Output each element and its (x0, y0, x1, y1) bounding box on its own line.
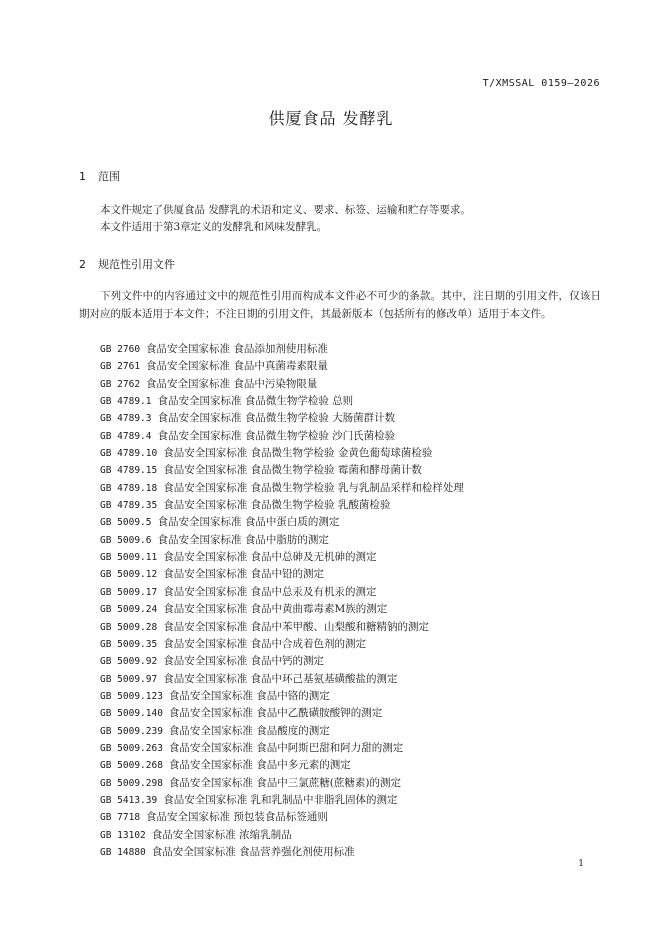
reference-item (100, 844, 464, 861)
reference-item (100, 549, 464, 566)
reference-title: 食品安全国家标准 食品中总砷及无机砷的测定 (163, 551, 377, 564)
reference-title: 食品安全国家标准 食品中真菌毒素限量 (146, 360, 328, 373)
reference-code: GB 5009.298 (100, 777, 163, 789)
reference-title: 食品安全国家标准 食品微生物学检验 乳酸菌检验 (163, 499, 391, 512)
section-1-heading (79, 168, 120, 184)
reference-title: 食品安全国家标准 食品微生物学检验 总则 (157, 395, 354, 408)
reference-title: 食品安全国家标准 食品中黄曲霉毒素M族的测定 (163, 603, 388, 616)
reference-title: 食品安全国家标准 食品微生物学检验 乳与乳制品采样和检样处理 (163, 481, 464, 494)
reference-code: GB 5009.268 (100, 760, 163, 772)
reference-title: 食品安全国家标准 食品酸度的测定 (168, 724, 330, 737)
reference-code: GB 5009.35 (100, 638, 158, 650)
section-2-number: 2 (79, 258, 86, 271)
document-code: T/XMSSAL 0159—2026 (482, 78, 600, 89)
reference-item (100, 827, 464, 844)
reference-item (100, 445, 464, 462)
document-title: 供厦食品 发酵乳 (268, 109, 394, 128)
reference-title: 食品安全国家标准 食品营养强化剂使用标准 (151, 845, 355, 858)
reference-title: 食品安全国家标准 食品中钙的测定 (163, 655, 325, 668)
section-1-title: 范围 (98, 170, 120, 183)
reference-code: GB 14880 (100, 846, 146, 858)
reference-title: 食品安全国家标准 食品中环己基氨基磺酸盐的测定 (163, 672, 398, 685)
reference-title: 食品安全国家标准 食品中乙酰磺胺酸钾的测定 (168, 707, 383, 720)
reference-code: GB 2761 (100, 361, 141, 373)
reference-item (100, 341, 464, 358)
page-number: 1 (578, 859, 584, 869)
reference-code: GB 2762 (100, 378, 141, 390)
reference-item (100, 428, 464, 445)
reference-code: GB 4789.1 (100, 396, 152, 408)
reference-code: GB 5009.97 (100, 673, 158, 685)
reference-item (100, 514, 464, 531)
reference-title: 食品安全国家标准 食品中脂肪的测定 (157, 533, 329, 546)
reference-title: 食品安全国家标准 预包装食品标签通则 (146, 811, 328, 824)
reference-item (100, 809, 464, 826)
reference-item (100, 688, 464, 705)
reference-item (100, 619, 464, 636)
reference-code: GB 13102 (100, 829, 146, 841)
reference-item (100, 393, 464, 410)
reference-title: 食品安全国家标准 食品中合成着色剂的测定 (163, 637, 367, 650)
reference-code: GB 4789.10 (100, 448, 158, 460)
reference-code: GB 5009.239 (100, 725, 163, 737)
reference-item (100, 792, 464, 809)
reference-code: GB 5009.12 (100, 569, 158, 581)
reference-title: 食品安全国家标准 食品微生物学检验 大肠菌群计数 (157, 412, 396, 425)
reference-item (100, 757, 464, 774)
reference-item (100, 480, 464, 497)
reference-item (100, 705, 464, 722)
reference-title: 食品安全国家标准 食品中蛋白质的测定 (157, 516, 340, 529)
reference-item (100, 601, 464, 618)
section-2-intro: 下列文件中的内容通过文中的规范性引用而构成本文件必不可少的条款。其中，注日期的引用文件，仅该日期对应的版本适用于本文件；不注日期的引用文件，其最新版本（包括所有的修改单）适用于本文件。 (79, 290, 601, 320)
reference-item (100, 584, 464, 601)
reference-code: GB 7718 (100, 812, 141, 824)
reference-code: GB 5009.11 (100, 552, 158, 564)
reference-item (100, 653, 464, 670)
section-1-paragraph-1: 本文件规定了供厦食品 发酵乳的术语和定义、要求、标签、运输和贮存等要求。 (100, 204, 471, 216)
reference-code: GB 5009.5 (100, 517, 152, 529)
reference-title: 食品安全国家标准 食品微生物学检验 沙门氏菌检验 (157, 429, 396, 442)
section-1-number: 1 (79, 170, 86, 183)
reference-code: GB 5009.123 (100, 690, 163, 702)
reference-list (100, 341, 464, 861)
reference-item (100, 671, 464, 688)
reference-title: 食品安全国家标准 食品中铬的测定 (168, 689, 330, 702)
reference-title: 食品安全国家标准 食品中多元素的测定 (168, 759, 351, 772)
reference-item (100, 740, 464, 757)
reference-code: GB 5009.263 (100, 742, 163, 754)
reference-title: 食品安全国家标准 食品中铅的测定 (163, 568, 325, 581)
reference-code: GB 2760 (100, 344, 141, 355)
reference-title: 食品安全国家标准 食品微生物学检验 金黄色葡萄球菌检验 (163, 447, 433, 460)
reference-item (100, 376, 464, 393)
reference-title: 食品安全国家标准 乳和乳制品中非脂乳固体的测定 (163, 793, 398, 806)
reference-code: GB 5009.92 (100, 656, 158, 668)
reference-code: GB 5009.6 (100, 534, 152, 546)
reference-item (100, 358, 464, 375)
reference-title: 食品安全国家标准 食品添加剂使用标准 (146, 343, 328, 355)
reference-title: 食品安全国家标准 食品中三氯蔗糖(蔗糖素)的测定 (168, 776, 401, 789)
reference-item (100, 532, 464, 549)
reference-title: 食品安全国家标准 浓缩乳制品 (151, 828, 292, 841)
reference-code: GB 4789.15 (100, 465, 158, 477)
section-2-heading (79, 256, 175, 272)
reference-code: GB 4789.35 (100, 500, 158, 512)
reference-item (100, 775, 464, 792)
reference-code: GB 5009.28 (100, 621, 158, 633)
reference-item (100, 462, 464, 479)
reference-title: 食品安全国家标准 食品中总汞及有机汞的测定 (163, 585, 377, 598)
reference-title: 食品安全国家标准 食品微生物学检验 霉菌和酵母菌计数 (163, 464, 422, 477)
section-1-paragraph-2: 本文件适用于第3章定义的发酵乳和风味发酵乳。 (100, 221, 328, 233)
reference-code: GB 5009.24 (100, 604, 158, 616)
reference-item (100, 723, 464, 740)
reference-title: 食品安全国家标准 食品中阿斯巴甜和阿力甜的测定 (168, 741, 404, 754)
reference-item (100, 566, 464, 583)
reference-code: GB 4789.4 (100, 430, 152, 442)
section-2-title: 规范性引用文件 (98, 258, 175, 271)
reference-code: GB 4789.3 (100, 413, 152, 425)
reference-code: GB 5009.17 (100, 586, 158, 598)
reference-item (100, 636, 464, 653)
reference-item (100, 410, 464, 427)
reference-code: GB 5009.140 (100, 708, 163, 720)
reference-code: GB 5413.39 (100, 794, 158, 806)
reference-code: GB 4789.18 (100, 482, 158, 494)
reference-item (100, 497, 464, 514)
reference-title: 食品安全国家标准 食品中污染物限量 (146, 377, 318, 390)
reference-title: 食品安全国家标准 食品中苯甲酸、山梨酸和糖精钠的测定 (163, 620, 430, 633)
